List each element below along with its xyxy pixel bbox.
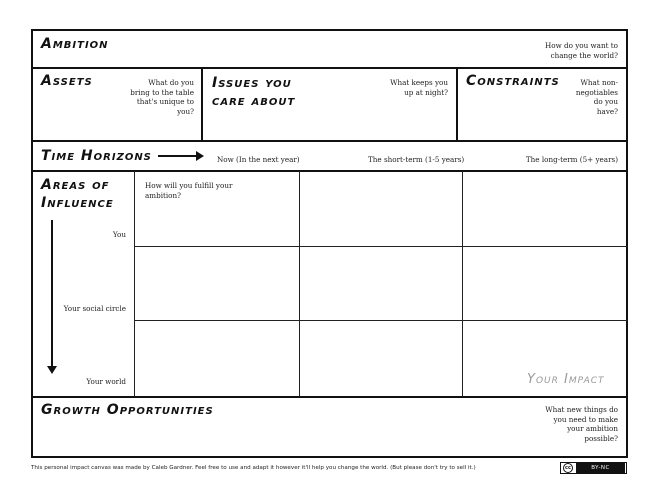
your-impact-label: Your Impact: [527, 372, 605, 387]
influence-row-you: You: [112, 230, 126, 239]
divider: [31, 170, 628, 172]
grid-line: [134, 246, 628, 247]
right-arrow-icon: [158, 155, 202, 157]
ambition-prompt: How do you want to change the world?: [544, 41, 618, 60]
assets-prompt: What do you bring to the table that's unique to you?: [130, 78, 194, 116]
time-long-term-label: The long-term (5+ years): [525, 155, 618, 164]
issues-title-line1: Issues you: [212, 75, 292, 91]
influence-row-social-circle: Your social circle: [63, 304, 126, 313]
grid-line: [462, 171, 463, 396]
divider: [456, 67, 458, 141]
footer-credit: This personal impact canvas was made by Caleb Gardner. Feel free to use and adapt it however it'll help you change the world. (But please don't try to sell it.): [31, 465, 476, 471]
canvas-frame: [31, 29, 628, 458]
divider: [31, 396, 628, 398]
ambition-title: Ambition: [41, 36, 109, 52]
cc-logo-icon: cc: [563, 463, 573, 473]
issues-prompt: What keeps you up at night?: [390, 78, 448, 97]
time-short-term-label: The short-term (1-5 years): [368, 155, 465, 164]
license-badge: [560, 462, 627, 474]
divider: [31, 140, 628, 142]
influence-cell-prompt: How will you fulfill your ambition?: [145, 181, 233, 200]
license-label: BY-NC: [576, 463, 625, 473]
grid-line: [299, 171, 300, 396]
assets-title: Assets: [41, 73, 93, 89]
time-horizons-title: Time Horizons: [41, 148, 152, 164]
influence-title-line2: Influence: [41, 195, 114, 211]
constraints-prompt: What non-negotiables do you have?: [575, 78, 618, 116]
growth-title: Growth Opportunities: [41, 402, 214, 418]
issues-title-line2: care about: [212, 93, 296, 109]
down-arrow-icon: [51, 220, 53, 372]
grid-line: [134, 171, 135, 396]
constraints-title: Constraints: [466, 73, 560, 89]
time-now-label: Now (In the next year): [217, 155, 300, 164]
divider: [31, 67, 628, 69]
growth-prompt: What new things do you need to make your ambition possible?: [545, 405, 618, 443]
influence-row-world: Your world: [86, 377, 126, 386]
divider: [201, 67, 203, 141]
grid-line: [134, 320, 628, 321]
influence-title-line1: Areas of: [41, 177, 110, 193]
